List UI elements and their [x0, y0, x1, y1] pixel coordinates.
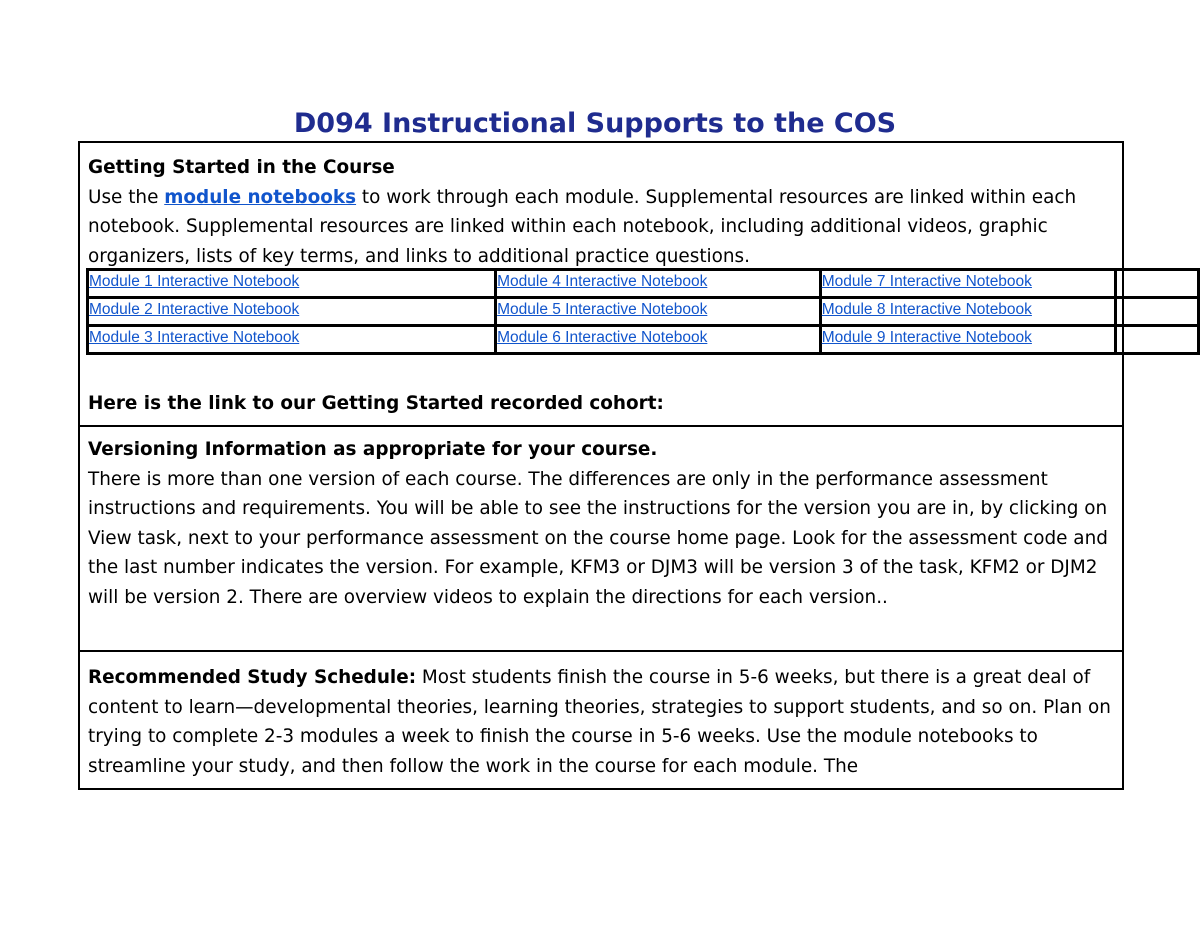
getting-started-heading: Getting Started in the Course	[88, 157, 395, 178]
module-1-link[interactable]: Module 1 Interactive Notebook	[89, 273, 300, 290]
cohort-link-heading: Here is the link to our Getting Started recorded cohort:	[88, 393, 664, 414]
module-notebooks-table	[86, 268, 1200, 355]
empty-cell	[1116, 326, 1199, 354]
empty-cell	[1116, 270, 1199, 298]
versioning-body: There is more than one version of each course. The differences are only in the performance assessment instructions and requirements. You will be able to see the instructions for the version you are in, by clicking on View task, next to your performance assessment on the course home page. Look for the assessment code and the last number indicates the version. For example, KFM3 or DJM3 will be version 3 of the task, KFM2 or DJM2 will be version 2. There are overview videos to explain the directions for each version..	[88, 468, 1108, 608]
module-2-link[interactable]: Module 2 Interactive Notebook	[89, 301, 300, 318]
module-9-link[interactable]: Module 9 Interactive Notebook	[821, 329, 1032, 346]
schedule-section	[88, 663, 1118, 781]
versioning-heading: Versioning Information as appropriate for your course.	[88, 439, 658, 460]
module-8-link[interactable]: Module 8 Interactive Notebook	[821, 301, 1032, 318]
module-notebooks-link[interactable]: module notebooks	[164, 186, 357, 208]
table-row	[88, 326, 1199, 354]
module-5-link[interactable]: Module 5 Interactive Notebook	[497, 301, 708, 318]
module-6-link[interactable]: Module 6 Interactive Notebook	[497, 329, 708, 346]
module-3-link[interactable]: Module 3 Interactive Notebook	[89, 329, 300, 346]
table-row	[88, 270, 1199, 298]
intro-text: Use the	[88, 186, 165, 208]
cohort-section	[88, 389, 1118, 419]
schedule-body: Most students finish the course in 5-6 weeks, but there is a great deal of content to learn—developmental theories, learning theories, strategies to support students, and so on. Plan on trying to complete 2-3 modules a week to finish the course in 5-6 weeks. Use the module notebooks to streamline your study, and then follow the work in the course for each module. The	[88, 667, 1111, 777]
table-row	[88, 298, 1199, 326]
empty-cell	[1116, 298, 1199, 326]
module-4-link[interactable]: Module 4 Interactive Notebook	[497, 273, 708, 290]
getting-started-section	[88, 153, 1118, 271]
module-7-link[interactable]: Module 7 Interactive Notebook	[821, 273, 1032, 290]
versioning-section	[88, 435, 1118, 612]
intro-text-continued: to work through each module. Supplemental resources are linked within each notebook. Supplemental resources are linked within each notebook, including additional videos, graphic organizers, lists of key terms, and links to additional practice questions.	[88, 186, 1077, 267]
schedule-heading: Recommended Study Schedule:	[88, 667, 417, 688]
getting-started-body	[88, 183, 1118, 272]
document-title: D094 Instructional Supports to the COS	[293, 108, 897, 139]
